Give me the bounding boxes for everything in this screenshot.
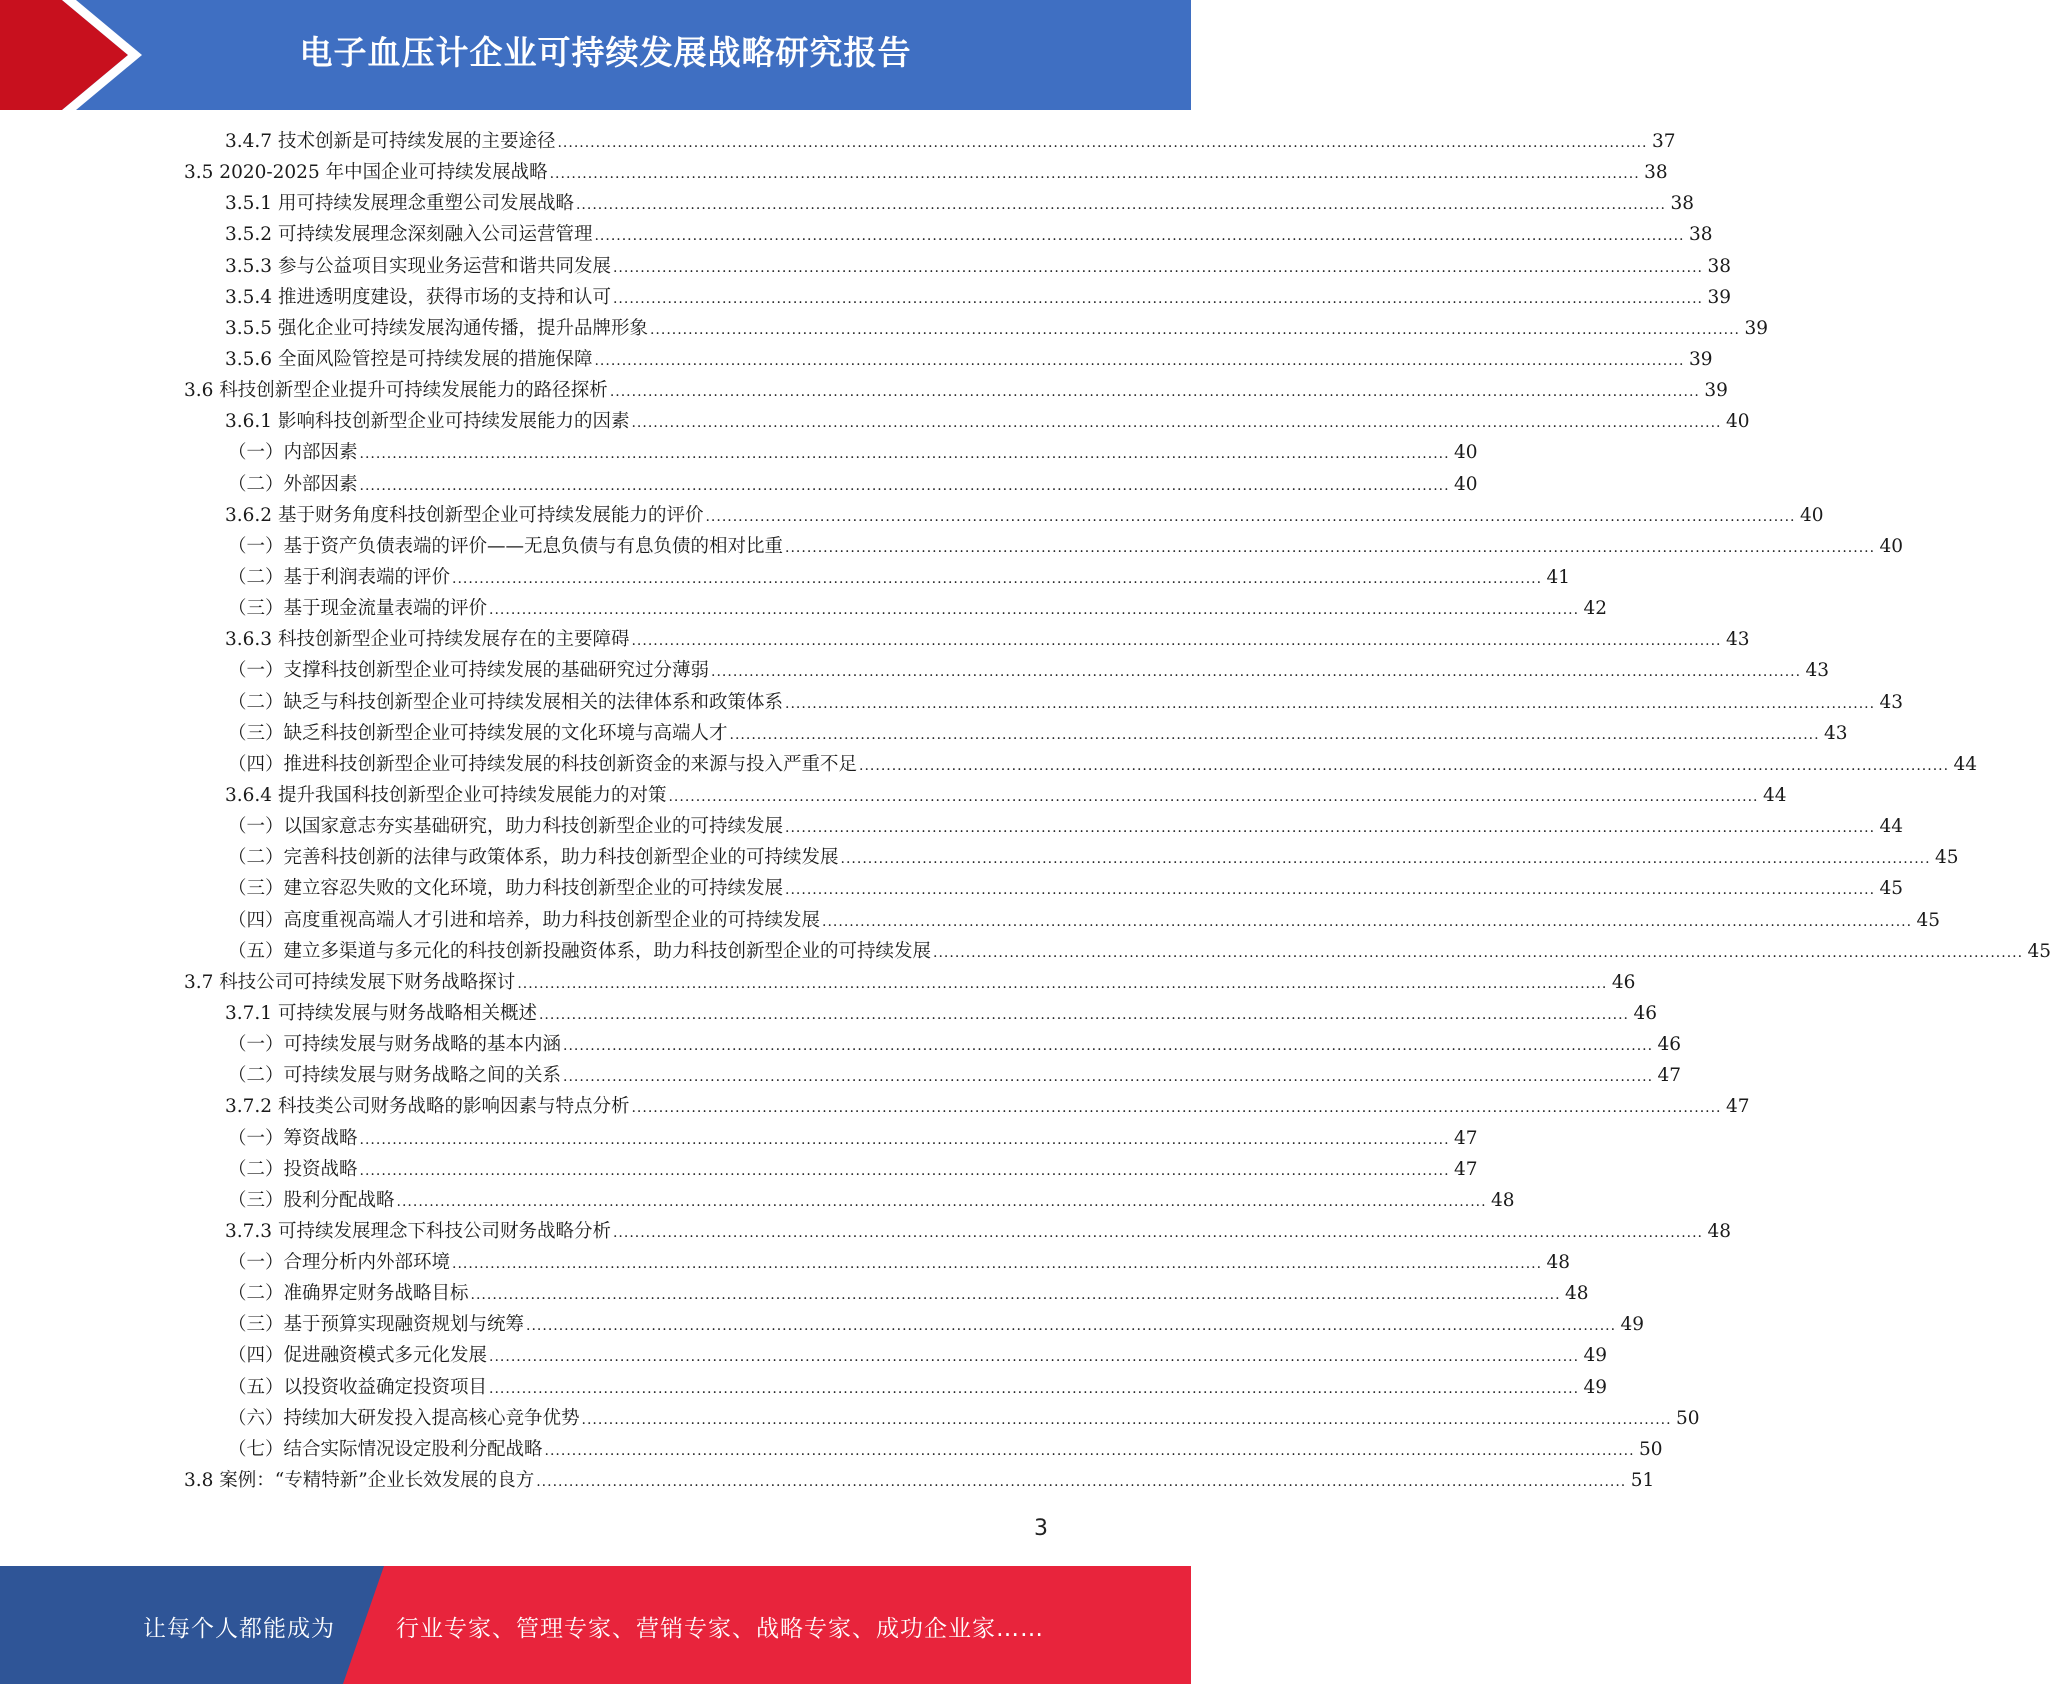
toc-entry[interactable] <box>225 251 1732 282</box>
toc-entry-page: 39 <box>1744 317 1769 339</box>
toc-entry-title: （二）可持续发展与财务战略之间的关系 <box>228 1065 562 1087</box>
toc-dot-leader: ........................................................................................................................................................................................................ <box>729 726 1820 743</box>
toc-dot-leader: ........................................................................................................................................................................................................ <box>840 851 1931 868</box>
toc-entry[interactable] <box>228 1434 1663 1465</box>
toc-entry[interactable] <box>225 500 1824 531</box>
toc-entry-title: （二）完善科技创新的法律与政策体系，助力科技创新型企业的可持续发展 <box>228 847 839 869</box>
report-title: 电子血压计企业可持续发展战略研究报告 <box>299 33 912 72</box>
toc-entry-page: 39 <box>1704 380 1728 402</box>
toc-entry[interactable] <box>225 344 1713 375</box>
toc-entry-title: （一）以国家意志夯实基础研究，助力科技创新型企业的可持续发展 <box>228 816 784 838</box>
toc-entry-title: （二）缺乏与科技创新型企业可持续发展相关的法律体系和政策体系 <box>228 691 784 713</box>
toc-entry-title: 3.6.2 基于财务角度科技创新型企业可持续发展能力的评价 <box>225 504 704 526</box>
toc-entry-page: 49 <box>1620 1314 1645 1336</box>
toc-entry-page: 38 <box>1644 162 1668 184</box>
toc-entry-title: （四）推进科技创新型企业可持续发展的科技创新资金的来源与投入严重不足 <box>228 753 858 775</box>
toc-entry-title: （三）基于预算实现融资规划与统筹 <box>228 1314 525 1336</box>
toc-dot-leader: ........................................................................................................................................................................................................ <box>396 1193 1487 1210</box>
toc-dot-leader: ........................................................................................................................................................................................................ <box>711 664 1802 681</box>
toc-dot-leader: ........................................................................................................................................................................................................ <box>489 1349 1580 1366</box>
toc-entry-page: 43 <box>1824 722 1848 744</box>
toc-entry-title: 3.8 案例：“专精特新”企业长效发展的良方 <box>184 1470 535 1492</box>
toc-entry[interactable] <box>225 406 1750 437</box>
toc-entry[interactable] <box>225 780 1787 811</box>
toc-entry-page: 45 <box>1879 878 1904 900</box>
toc-entry[interactable] <box>228 718 1848 749</box>
toc-entry-page: 46 <box>1633 1002 1658 1024</box>
toc-entry-title: 3.7 科技公司可持续发展下财务战略探讨 <box>184 971 516 993</box>
toc-dot-leader: ........................................................................................................................................................................................................ <box>785 539 1876 556</box>
toc-entry[interactable] <box>228 1123 1478 1154</box>
toc-entry-title: （一）基于资产负债表端的评价——无息负债与有息负债的相对比重 <box>228 535 784 557</box>
toc-entry[interactable] <box>225 624 1750 655</box>
toc-dot-leader: ........................................................................................................................................................................................................ <box>517 975 1608 992</box>
toc-entry-title: 3.5 2020-2025 年中国企业可持续发展战略 <box>184 162 548 184</box>
toc-dot-leader: ........................................................................................................................................................................................................ <box>612 259 1704 276</box>
toc-entry[interactable] <box>228 1309 1645 1340</box>
toc-entry-page: 39 <box>1688 348 1713 370</box>
toc-entry-title: （七）结合实际情况设定股利分配战略 <box>228 1438 543 1460</box>
toc-dot-leader: ........................................................................................................................................................................................................ <box>933 944 2024 961</box>
toc-dot-leader: ........................................................................................................................................................................................................ <box>612 1224 1704 1241</box>
toc-entry[interactable] <box>228 905 1941 936</box>
toc-entry[interactable] <box>228 655 1830 686</box>
toc-dot-leader: ........................................................................................................................................................................................................ <box>489 602 1580 619</box>
toc-entry-title: （六）持续加大研发投入提高核心竞争优势 <box>228 1407 580 1429</box>
toc-entry-title: （三）基于现金流量表端的评价 <box>228 598 488 620</box>
toc-entry-page: 51 <box>1630 1470 1655 1492</box>
toc-entry[interactable] <box>184 375 1728 406</box>
table-of-contents <box>0 126 2051 1496</box>
toc-entry-title: 3.6.4 提升我国科技创新型企业可持续发展能力的对策 <box>225 784 667 806</box>
toc-entry[interactable] <box>184 1465 1655 1496</box>
toc-entry-title: （一）内部因素 <box>228 442 358 464</box>
toc-entry-page: 38 <box>1670 193 1695 215</box>
toc-dot-leader: ........................................................................................................................................................................................................ <box>557 135 1648 151</box>
toc-entry-title: （三）股利分配战略 <box>228 1189 395 1211</box>
toc-entry[interactable] <box>225 126 1676 157</box>
toc-entry-page: 40 <box>1454 473 1478 495</box>
toc-entry-page: 47 <box>1725 1096 1750 1118</box>
toc-entry-title: 3.5.5 强化企业可持续发展沟通传播，提升品牌形象 <box>225 317 648 339</box>
toc-dot-leader: ........................................................................................................................................................................................................ <box>575 197 1667 214</box>
toc-entry-page: 48 <box>1565 1283 1589 1305</box>
page-number: 3 <box>1034 1516 1048 1541</box>
toc-dot-leader: ........................................................................................................................................................................................................ <box>594 352 1685 369</box>
toc-entry[interactable] <box>228 873 1904 904</box>
toc-dot-leader: ........................................................................................................................................................................................................ <box>631 415 1722 432</box>
toc-dot-leader: ........................................................................................................................................................................................................ <box>649 321 1741 338</box>
toc-entry[interactable] <box>228 936 2051 967</box>
toc-entry-page: 38 <box>1707 255 1732 277</box>
toc-entry-page: 42 <box>1583 598 1608 620</box>
toc-dot-leader: ........................................................................................................................................................................................................ <box>631 1100 1722 1117</box>
toc-dot-leader: ........................................................................................................................................................................................................ <box>359 1162 1450 1179</box>
toc-entry-page: 50 <box>1676 1407 1700 1429</box>
toc-entry-title: （五）以投资收益确定投资项目 <box>228 1376 488 1398</box>
toc-entry-title: 3.6.1 影响科技创新型企业可持续发展能力的因素 <box>225 411 630 433</box>
toc-dot-leader: ........................................................................................................................................................................................................ <box>526 1318 1617 1335</box>
toc-entry[interactable] <box>228 593 1608 624</box>
toc-entry[interactable] <box>228 1060 1682 1091</box>
toc-dot-leader: ........................................................................................................................................................................................................ <box>822 913 1913 930</box>
page-header <box>0 0 1191 110</box>
toc-entry-page: 43 <box>1879 691 1904 713</box>
toc-entry-page: 44 <box>1879 816 1904 838</box>
toc-entry-title: （四）促进融资模式多元化发展 <box>228 1345 488 1367</box>
toc-dot-leader: ........................................................................................................................................................................................................ <box>785 820 1876 837</box>
toc-entry-title: （一）筹资战略 <box>228 1127 358 1149</box>
toc-dot-leader: ........................................................................................................................................................................................................ <box>359 446 1450 463</box>
toc-entry[interactable] <box>228 1029 1682 1060</box>
toc-entry-page: 39 <box>1707 286 1732 308</box>
toc-dot-leader: ........................................................................................................................................................................................................ <box>609 384 1700 401</box>
toc-entry-page: 46 <box>1657 1034 1682 1056</box>
toc-dot-leader: ........................................................................................................................................................................................................ <box>538 1006 1630 1023</box>
toc-entry[interactable] <box>228 1278 1589 1309</box>
toc-entry[interactable] <box>225 998 1658 1029</box>
toc-entry-title: 3.7.2 科技类公司财务战略的影响因素与特点分析 <box>225 1096 630 1118</box>
toc-entry-title: （三）缺乏科技创新型企业可持续发展的文化环境与高端人才 <box>228 722 728 744</box>
toc-entry-title: （一）可持续发展与财务战略的基本内涵 <box>228 1034 562 1056</box>
toc-entry-page: 40 <box>1454 442 1478 464</box>
toc-entry-title: 3.5.6 全面风险管控是可持续发展的措施保障 <box>225 348 593 370</box>
toc-dot-leader: ........................................................................................................................................................................................................ <box>452 1256 1543 1273</box>
toc-dot-leader: ........................................................................................................................................................................................................ <box>359 1131 1450 1148</box>
toc-entry[interactable] <box>225 219 1713 250</box>
toc-entry-title: （二）基于利润表端的评价 <box>228 566 451 588</box>
toc-entry[interactable] <box>225 313 1769 344</box>
footer-slogan-left: 让每个人都能成为 <box>143 1616 335 1642</box>
page-footer <box>0 1566 1191 1684</box>
toc-entry-page: 40 <box>1799 504 1824 526</box>
toc-entry-page: 50 <box>1639 1438 1663 1460</box>
toc-entry[interactable] <box>225 188 1695 219</box>
toc-entry-page: 45 <box>1916 909 1941 931</box>
toc-entry[interactable] <box>228 531 1904 562</box>
toc-entry[interactable] <box>228 562 1571 593</box>
toc-entry-page: 45 <box>1935 847 1959 869</box>
toc-entry[interactable] <box>228 469 1478 500</box>
toc-dot-leader: ........................................................................................................................................................................................................ <box>536 1474 1627 1491</box>
toc-entry-page: 43 <box>1725 629 1750 651</box>
toc-dot-leader: ........................................................................................................................................................................................................ <box>563 1069 1654 1086</box>
toc-entry-title: （三）建立容忍失败的文化环境，助力科技创新型企业的可持续发展 <box>228 878 784 900</box>
toc-entry-title: （一）合理分析内外部环境 <box>228 1252 451 1274</box>
toc-entry-title: （一）支撑科技创新型企业可持续发展的基础研究过分薄弱 <box>228 660 710 682</box>
toc-entry-title: （四）高度重视高端人才引进和培养，助力科技创新型企业的可持续发展 <box>228 909 821 931</box>
toc-entry-page: 44 <box>1762 784 1787 806</box>
toc-entry-page: 48 <box>1707 1220 1732 1242</box>
toc-entry[interactable] <box>184 157 1668 188</box>
toc-entry-page: 40 <box>1725 411 1750 433</box>
toc-dot-leader: ........................................................................................................................................................................................................ <box>631 633 1722 650</box>
toc-entry-page: 47 <box>1657 1065 1682 1087</box>
toc-entry-title: 3.5.1 用可持续发展理念重塑公司发展战略 <box>225 193 574 215</box>
toc-dot-leader: ........................................................................................................................................................................................................ <box>859 757 1950 774</box>
toc-dot-leader: ........................................................................................................................................................................................................ <box>785 695 1876 712</box>
footer-slogan-right: 行业专家、管理专家、营销专家、战略专家、成功企业家…… <box>396 1616 1044 1642</box>
toc-dot-leader: ........................................................................................................................................................................................................ <box>785 882 1876 899</box>
toc-entry[interactable] <box>228 749 1978 780</box>
toc-dot-leader: ........................................................................................................................................................................................................ <box>544 1442 1635 1459</box>
toc-entry[interactable] <box>228 687 1904 718</box>
toc-entry-title: 3.4.7 技术创新是可持续发展的主要途径 <box>225 131 556 152</box>
toc-entry-page: 41 <box>1546 566 1571 588</box>
toc-entry-page: 46 <box>1611 971 1636 993</box>
toc-dot-leader: ........................................................................................................................................................................................................ <box>705 508 1796 525</box>
toc-dot-leader: ........................................................................................................................................................................................................ <box>470 1287 1561 1304</box>
toc-entry-page: 44 <box>1953 753 1978 775</box>
toc-entry[interactable] <box>228 1340 1608 1371</box>
toc-entry[interactable] <box>228 1403 1700 1434</box>
toc-entry-title: （二）外部因素 <box>228 473 358 495</box>
toc-dot-leader: ........................................................................................................................................................................................................ <box>549 166 1640 183</box>
toc-entry-title: 3.6.3 科技创新型企业可持续发展存在的主要障碍 <box>225 629 630 651</box>
toc-entry[interactable] <box>228 1247 1571 1278</box>
toc-dot-leader: ........................................................................................................................................................................................................ <box>452 570 1543 587</box>
toc-entry-title: （二）准确界定财务战略目标 <box>228 1283 469 1305</box>
toc-entry[interactable] <box>228 1185 1515 1216</box>
toc-entry-page: 43 <box>1805 660 1830 682</box>
toc-entry-title: 3.7.3 可持续发展理念下科技公司财务战略分析 <box>225 1220 611 1242</box>
toc-entry[interactable] <box>225 282 1732 313</box>
toc-dot-leader: ........................................................................................................................................................................................................ <box>359 477 1450 494</box>
toc-entry[interactable] <box>225 1091 1750 1122</box>
toc-entry[interactable] <box>184 967 1636 998</box>
toc-entry-page: 47 <box>1454 1127 1478 1149</box>
toc-entry-page: 49 <box>1583 1376 1608 1398</box>
toc-entry-page: 40 <box>1879 535 1904 557</box>
toc-dot-leader: ........................................................................................................................................................................................................ <box>668 788 1759 805</box>
toc-entry-title: （二）投资战略 <box>228 1158 358 1180</box>
toc-entry[interactable] <box>228 842 1959 873</box>
toc-entry[interactable] <box>228 811 1904 842</box>
toc-dot-leader: ........................................................................................................................................................................................................ <box>563 1038 1654 1055</box>
toc-entry[interactable] <box>228 1372 1608 1403</box>
toc-dot-leader: ........................................................................................................................................................................................................ <box>594 228 1685 245</box>
toc-entry[interactable] <box>228 1154 1478 1185</box>
toc-entry-page: 47 <box>1454 1158 1478 1180</box>
toc-entry-title: 3.6 科技创新型企业提升可持续发展能力的路径探析 <box>184 380 608 402</box>
toc-entry-page: 48 <box>1546 1252 1571 1274</box>
toc-entry-page: 38 <box>1688 224 1713 246</box>
toc-entry-page: 45 <box>2027 940 2051 962</box>
toc-entry-title: 3.5.3 参与公益项目实现业务运营和谐共同发展 <box>225 255 611 277</box>
toc-entry[interactable] <box>228 437 1478 468</box>
toc-entry-title: 3.7.1 可持续发展与财务战略相关概述 <box>225 1002 537 1024</box>
toc-entry-page: 49 <box>1583 1345 1608 1367</box>
toc-entry-page: 37 <box>1651 131 1676 152</box>
toc-entry-page: 48 <box>1491 1189 1515 1211</box>
toc-dot-leader: ........................................................................................................................................................................................................ <box>581 1411 1672 1428</box>
toc-entry[interactable] <box>225 1216 1732 1247</box>
toc-entry-title: 3.5.2 可持续发展理念深刻融入公司运营管理 <box>225 224 593 246</box>
toc-entry-title: （五）建立多渠道与多元化的科技创新投融资体系，助力科技创新型企业的可持续发展 <box>228 940 932 962</box>
toc-entry-title: 3.5.4 推进透明度建设，获得市场的支持和认可 <box>225 286 611 308</box>
toc-dot-leader: ........................................................................................................................................................................................................ <box>489 1380 1580 1397</box>
toc-dot-leader: ........................................................................................................................................................................................................ <box>612 290 1704 307</box>
